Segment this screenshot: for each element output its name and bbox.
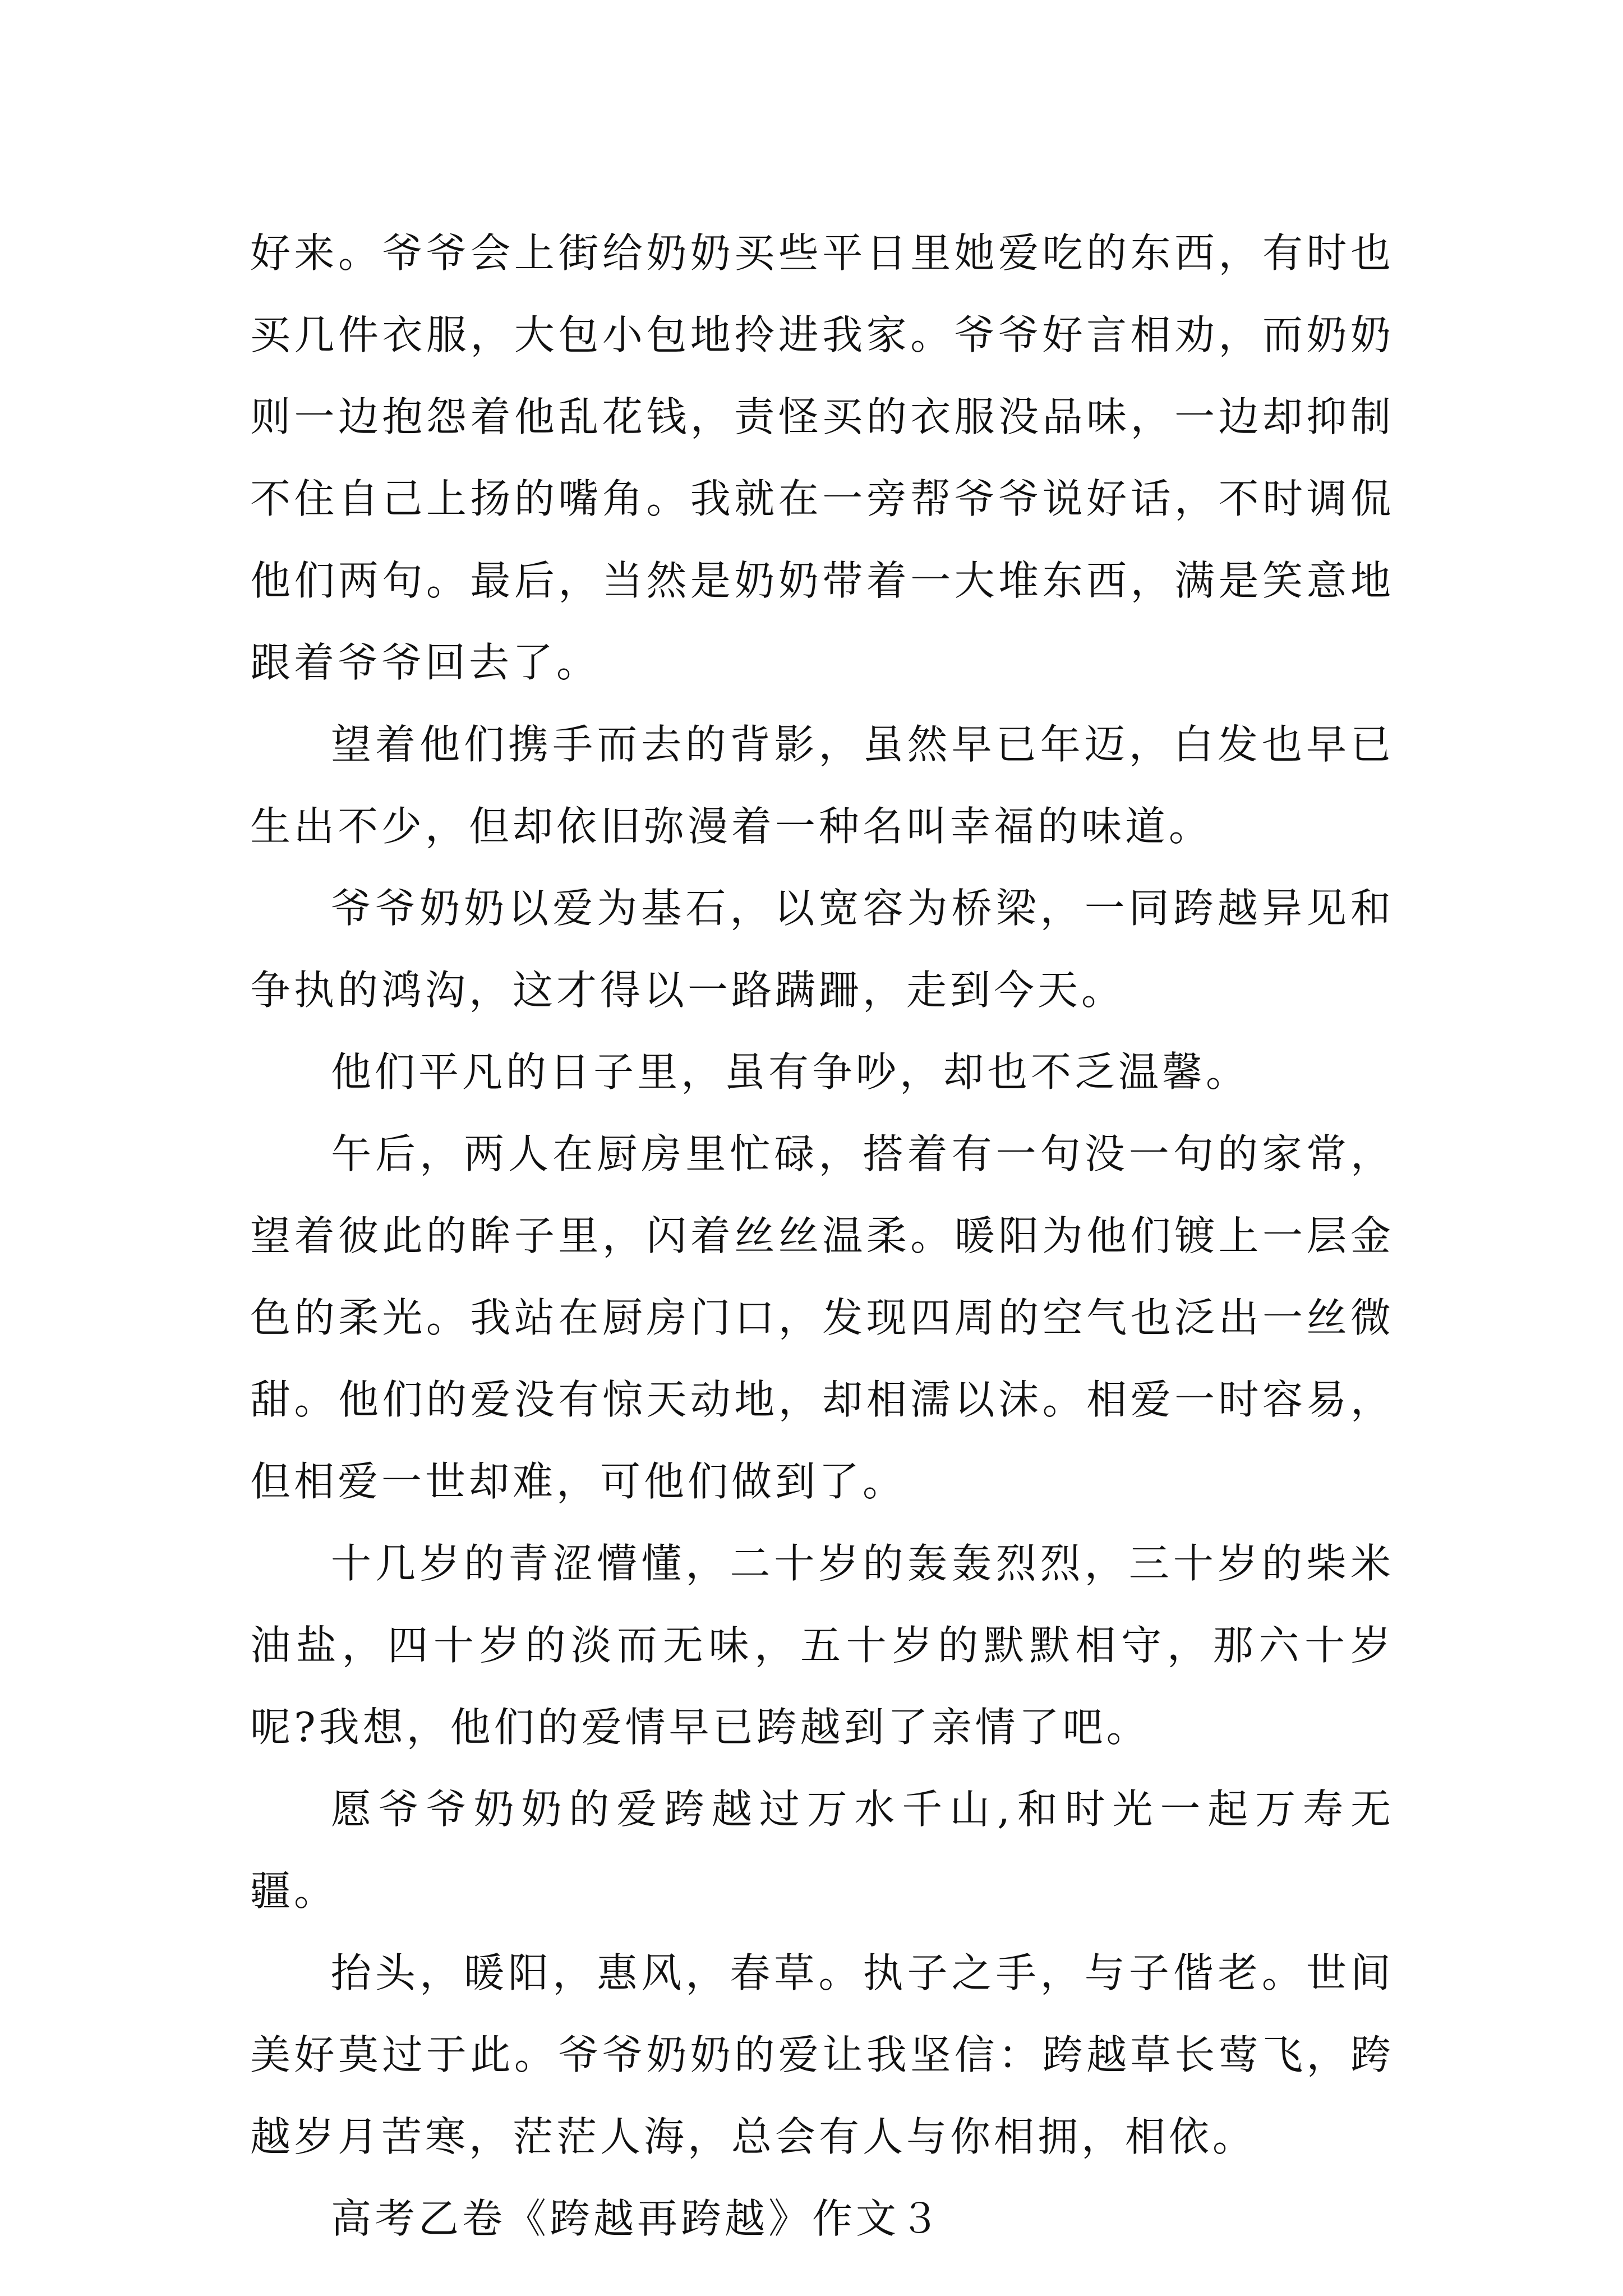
paragraph: 望着他们携手而去的背影，虽然早已年迈，白发也早已生出不少，但却依旧弥漫着一种名叫幸福的味道。 (250, 721, 1394, 850)
paragraph: 爷爷奶奶以爱为基石，以宽容为桥梁，一同跨越异见和争执的鸿沟，这才得以一路蹒跚，走到今天。 (250, 885, 1394, 1014)
section-heading: 高考乙卷《跨越再跨越》作文３ (331, 2195, 944, 2242)
paragraph: 抬头，暖阳，惠风，春草。执子之手，与子偕老。世间美好莫过于此。爷爷奶奶的爱让我坚信：跨越草长莺飞，跨越岁月苦寒，茫茫人海，总会有人与你相拥，相依。 (250, 1949, 1394, 2160)
paragraph: 十几岁的青涩懵懂，二十岁的轰轰烈烈，三十岁的柴米油盐，四十岁的淡而无味，五十岁的默默相守，那六十岁呢?我想，他们的爱情早已跨越到了亲情了吧。 (250, 1540, 1394, 1751)
paragraph: 好来。爷爷会上街给奶奶买些平日里她爱吃的东西，有时也买几件衣服，大包小包地拎进我家。爷爷好言相劝，而奶奶则一边抱怨着他乱花钱，责怪买的衣服没品味，一边却抑制不住自己上扬的嘴角。我就在一旁帮爷爷说好话，不时调侃他们两句。最后，当然是奶奶带着一大堆东西，满是笑意地跟着爷爷回去了。 (250, 229, 1394, 686)
paragraph: 午后，两人在厨房里忙碌，搭着有一句没一句的家常，望着彼此的眸子里，闪着丝丝温柔。暖阳为他们镀上一层金色的柔光。我站在厨房门口，发现四周的空气也泛出一丝微甜。他们的爱没有惊天动地，却相濡以沫。相爱一时容易，但相爱一世却难，可他们做到了。 (250, 1130, 1394, 1505)
paragraph: 他们平凡的日子里，虽有争吵，却也不乏温馨。 (331, 1048, 1250, 1096)
paragraph: 愿爷爷奶奶的爱跨越过万水千山,和时光一起万寿无疆。 (250, 1786, 1394, 1915)
body-text (250, 212, 1394, 2260)
